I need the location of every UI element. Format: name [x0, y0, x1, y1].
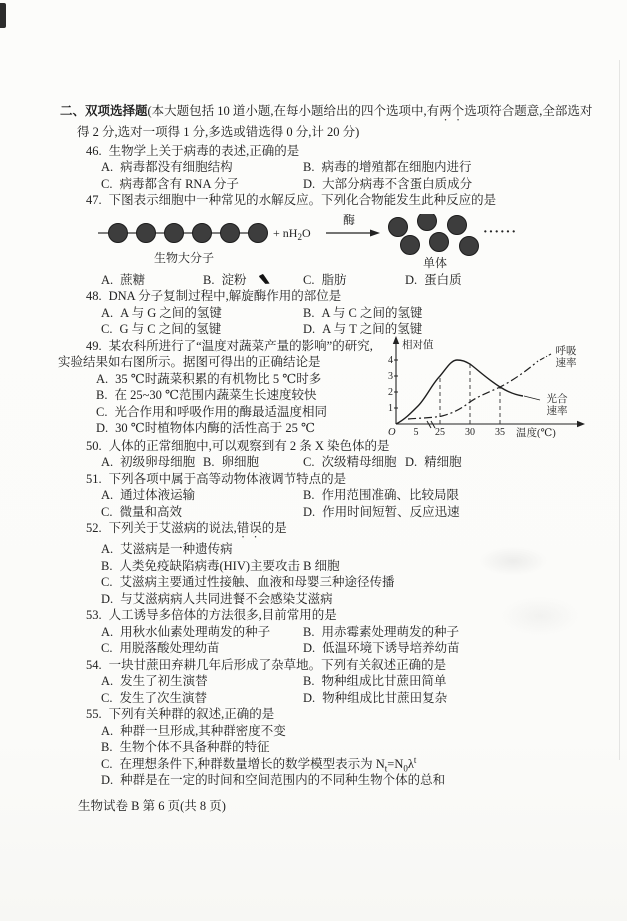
option-text: A 与 C 之间的氢键: [321, 305, 423, 320]
svg-text:25: 25: [435, 426, 445, 438]
option-formula-sup-t: t: [413, 754, 417, 765]
svg-text:光合: 光合: [546, 393, 568, 405]
hydrolysis-diagram: [96, 214, 526, 270]
question-52-stem: [86, 520, 596, 541]
option-key: C.: [303, 455, 315, 469]
question-53-options: [101, 624, 596, 657]
option-text: 蛋白质: [424, 272, 462, 287]
option-text: 通过体液运输: [120, 488, 196, 502]
option-53-b: [303, 624, 596, 641]
option-54-c: [101, 690, 303, 707]
section-instructions-emphasis: 两个: [439, 104, 465, 118]
option-text: 低温环境下诱导培养幼苗: [322, 641, 460, 655]
option-text: 30 ℃时植物体内酶的活性高于 25 ℃: [115, 421, 315, 435]
option-text: 脂肪: [321, 272, 347, 287]
option-54-b: [303, 673, 596, 690]
photosynthesis-label: [547, 392, 568, 417]
option-key: C.: [101, 504, 113, 519]
option-text: 病毒都没有细胞结构: [120, 160, 233, 174]
option-48-d: [303, 321, 596, 338]
option-52-b: [101, 558, 596, 575]
question-text: 下列各项中属于高等动物体液调节特点的是: [108, 471, 347, 486]
option-key: A.: [101, 624, 114, 639]
question-49: [60, 338, 596, 438]
svg-text:5: 5: [413, 426, 419, 438]
option-text: 发生了次生演替: [119, 690, 207, 705]
question-text: 人体的正常细胞中,可以观察到有 2 条 X 染色体的是: [108, 438, 390, 453]
question-text-emphasis: 错误: [236, 521, 262, 535]
question-number: 55.: [86, 707, 102, 721]
section-instructions-post: 选项符合题意,全部选对得 2 分,选对一项得 1 分,多选或错选得 0 分,计 20 分): [77, 104, 593, 139]
option-text: A 与 G 之间的氢键: [120, 305, 222, 320]
option-54-d: [303, 690, 596, 707]
option-46-d: [303, 176, 596, 193]
option-text: 病毒的增殖都在细胞内进行: [321, 160, 472, 174]
option-text: 病毒都含有 RNA 分子: [119, 176, 239, 191]
option-52-a: [101, 541, 596, 558]
question-text: 下列关于艾滋病的说法,: [108, 521, 237, 535]
option-text: 发生了初生演替: [120, 674, 208, 688]
question-number: 49.: [86, 338, 102, 353]
option-53-d: [303, 640, 596, 657]
option-key: A.: [101, 723, 114, 738]
svg-text:速率: 速率: [555, 357, 577, 369]
option-key: B.: [303, 305, 315, 320]
option-key: D.: [303, 690, 316, 705]
macromolecule-chain: [98, 223, 268, 265]
option-47-b: [203, 272, 303, 289]
option-key: C.: [303, 272, 315, 287]
option-text: 作用范围准确、比较局限: [321, 488, 459, 502]
option-48-a: [101, 305, 303, 322]
option-key: B.: [96, 388, 108, 402]
option-50-a: [101, 454, 203, 471]
option-key: B.: [303, 624, 315, 639]
option-formula-mid: =N: [387, 756, 404, 771]
question-text: 人工诱导多倍体的方法很多,目前常用的是: [108, 608, 337, 622]
option-formula-lambda: λ: [407, 756, 414, 771]
option-46-a: [101, 159, 303, 176]
option-key: D.: [101, 773, 114, 787]
photosynthesis-curve: [396, 360, 523, 424]
option-key: B.: [303, 674, 315, 688]
option-48-c: [101, 321, 303, 338]
option-55-b: [101, 739, 596, 756]
question-text: 的是: [261, 521, 287, 535]
option-text: 卵细胞: [221, 455, 259, 469]
option-key: B.: [101, 740, 113, 754]
ellipsis-dots: ······: [483, 224, 518, 240]
question-47: [60, 192, 596, 288]
option-text: 用脱落酸处理幼苗: [119, 641, 220, 655]
option-47-a: [101, 272, 203, 289]
option-48-b: [303, 305, 596, 322]
option-key: A.: [101, 542, 114, 556]
question-number: 52.: [86, 521, 102, 535]
option-50-c: [303, 454, 405, 471]
question-46-stem: [86, 143, 596, 160]
option-key: C.: [96, 404, 108, 419]
option-key: C.: [101, 641, 113, 655]
svg-text:呼吸: 呼吸: [555, 345, 577, 357]
option-key: B.: [101, 558, 113, 573]
option-55-d: [101, 772, 596, 789]
option-key: D.: [96, 421, 109, 435]
section-label: 二、双项选择题: [60, 104, 148, 118]
option-text: 艾滋病主要通过性接触、血液和母婴三种途径传播: [119, 575, 395, 589]
option-53-a: [101, 624, 303, 641]
question-number: 47.: [86, 193, 102, 207]
question-54-options: [101, 673, 596, 706]
option-key: C.: [101, 690, 113, 705]
option-55-a: [101, 723, 596, 740]
svg-text:3: 3: [388, 370, 393, 382]
option-text: 种群一旦形成,其种群密度不变: [120, 723, 286, 738]
macromolecule-label: 生物大分子: [154, 250, 215, 265]
option-key: A.: [96, 371, 109, 386]
question-text: 生物学上关于病毒的表述,正确的是: [108, 143, 300, 158]
question-51: [60, 471, 596, 521]
option-text: 光合作用和呼吸作用的酶最适温度相同: [114, 404, 327, 419]
question-50-options: [101, 454, 596, 471]
option-text: 人类免疫缺陷病毒(HIV)主要攻击 B 细胞: [119, 558, 340, 573]
question-55-stem: [86, 706, 596, 723]
question-text: 下图表示细胞中一种常见的水解反应。下列化合物能发生此种反应的是: [108, 193, 497, 207]
option-text: 初级卵母细胞: [120, 455, 196, 469]
option-key: B.: [303, 160, 315, 174]
question-text: 一块甘蔗田弃耕几年后形成了杂草地。下列有关叙述正确的是: [108, 657, 447, 672]
option-text: 物种组成比甘蔗田复杂: [322, 690, 448, 705]
monomer-label: 单体: [423, 255, 448, 270]
question-text: DNA 分子复制过程中,解旋酶作用的部位是: [108, 289, 342, 303]
question-53: [60, 607, 596, 657]
scan-edge-line: [619, 60, 620, 760]
option-text: 作用时间短暂、反应迅速: [322, 504, 460, 519]
option-key: B.: [303, 488, 315, 502]
respiration-label: [556, 345, 577, 369]
question-55-options: [60, 723, 596, 789]
option-key: D.: [405, 272, 418, 287]
exam-content: [60, 103, 596, 814]
option-51-b: [303, 487, 596, 504]
option-52-c: [101, 574, 596, 591]
svg-text:35: 35: [495, 426, 505, 438]
respiration-curve: [408, 361, 538, 419]
option-formula-pre: 在理想条件下,种群数量增长的数学模型表示为 N: [119, 756, 385, 771]
option-text: 种群是在一定的时间和空间范围内的不同种生物个体的总和: [120, 773, 446, 787]
section-title: [60, 103, 596, 141]
option-key: D.: [101, 591, 114, 606]
option-53-c: [101, 640, 303, 657]
option-text: 物种组成比甘蔗田简单: [321, 674, 447, 688]
option-key: C.: [101, 756, 113, 771]
option-54-a: [101, 673, 303, 690]
question-text: 实验结果如右图所示。据图可得出的正确结论是: [58, 355, 321, 369]
question-51-options: [101, 487, 596, 520]
option-key: B.: [203, 272, 215, 287]
option-key: A.: [101, 674, 114, 688]
option-50-b: [203, 454, 303, 471]
question-text: 某农科所进行了“温度对蔬菜产量的影响”的研究,: [108, 338, 373, 353]
option-key: D.: [303, 322, 316, 336]
question-number: 51.: [86, 471, 102, 486]
option-key: C.: [101, 176, 113, 191]
x-axis-label: 温度(℃): [516, 427, 556, 438]
svg-text:30: 30: [465, 426, 475, 438]
option-55-c: [101, 756, 596, 773]
option-text: 艾滋病是一种遗传病: [120, 542, 233, 556]
option-text: 微量和高效: [119, 504, 182, 519]
option-text: G 与 C 之间的氢键: [119, 322, 222, 336]
option-key: A.: [101, 272, 114, 287]
section-instructions-pre: (本大题包括 10 道小题,在每小题给出的四个选项中,有: [147, 104, 440, 118]
question-number: 50.: [86, 438, 102, 453]
option-51-c: [101, 504, 303, 521]
option-text: 精细胞: [424, 455, 462, 469]
y-tick-labels: [388, 355, 393, 414]
option-52-d: [101, 591, 596, 608]
option-key: D.: [303, 176, 316, 191]
question-55: [60, 706, 596, 789]
option-text: 生物个体不具备种群的特征: [119, 740, 270, 754]
enzyme-arrow: [326, 214, 380, 237]
question-54: [60, 657, 596, 707]
option-text: 大部分病毒不含蛋白质成分: [322, 176, 473, 191]
question-50: [60, 438, 596, 471]
option-text: A 与 T 之间的氢键: [322, 322, 423, 336]
option-key: A.: [101, 160, 114, 174]
question-46-options: [101, 159, 596, 192]
option-text: 次级精母细胞: [321, 455, 397, 469]
question-number: 54.: [86, 657, 102, 672]
dashed-guides: [440, 364, 500, 424]
y-axis-label: 相对值: [402, 339, 434, 351]
option-47-c: [303, 272, 405, 289]
question-54-stem: [86, 657, 596, 674]
option-text: 在 25~30 ℃范围内蔬菜生长速度较快: [114, 388, 317, 402]
question-48: [60, 288, 596, 338]
question-number: 48.: [86, 289, 102, 303]
temperature-chart: [380, 334, 602, 438]
option-text: 用赤霉素处理萌发的种子: [321, 624, 459, 639]
option-50-d: [405, 454, 596, 471]
origin-label: O: [388, 426, 396, 438]
option-text: 用秋水仙素处理萌发的种子: [120, 624, 271, 639]
footer-page-label: 生物试卷 B 第 6 页(共 8 页): [78, 798, 226, 813]
option-text: 与艾滋病病人共同进餐不会感染艾滋病: [120, 591, 333, 606]
option-key: D.: [405, 455, 418, 469]
svg-text:2: 2: [388, 386, 393, 398]
question-48-stem: [86, 288, 596, 305]
svg-text:1: 1: [388, 402, 393, 414]
question-50-stem: [86, 438, 596, 455]
option-47-d: [405, 272, 596, 289]
option-text: 淀粉: [221, 272, 247, 287]
option-key: A.: [101, 488, 114, 502]
question-number: 46.: [86, 143, 102, 158]
question-52-options: [60, 541, 596, 607]
option-51-a: [101, 487, 303, 504]
option-text: 蔗糖: [120, 272, 146, 287]
option-51-d: [303, 504, 596, 521]
question-53-stem: [86, 607, 596, 624]
question-46: [60, 143, 596, 193]
option-key: A.: [101, 305, 114, 320]
ink-mark: [259, 272, 271, 285]
option-key: B.: [203, 455, 215, 469]
option-key: D.: [303, 504, 316, 519]
option-key: D.: [303, 641, 316, 655]
option-key: A.: [101, 455, 114, 469]
enzyme-label: 酶: [343, 213, 356, 227]
monomer-cluster: [389, 214, 479, 270]
question-47-stem: [86, 192, 596, 209]
question-text: 下列有关种群的叙述,正确的是: [108, 707, 275, 721]
option-key: C.: [101, 322, 113, 336]
option-key: C.: [101, 575, 113, 589]
option-46-c: [101, 176, 303, 193]
svg-text:速率: 速率: [546, 405, 568, 417]
question-47-options: [101, 272, 596, 289]
question-number: 53.: [86, 608, 102, 622]
question-52: [60, 520, 596, 607]
scan-corner-artifact: [0, 3, 6, 28]
water-term: + nH2O: [273, 225, 311, 242]
option-text: 35 ℃时蔬菜积累的有机物比 5 ℃时多: [115, 371, 322, 386]
question-48-options: [101, 305, 596, 338]
option-formula-sub-0: 0: [403, 763, 408, 773]
option-formula-sub-t: t: [384, 763, 388, 773]
x-tick-labels: [414, 427, 506, 438]
svg-text:4: 4: [388, 354, 393, 366]
question-51-stem: [86, 471, 596, 488]
option-46-b: [303, 159, 596, 176]
